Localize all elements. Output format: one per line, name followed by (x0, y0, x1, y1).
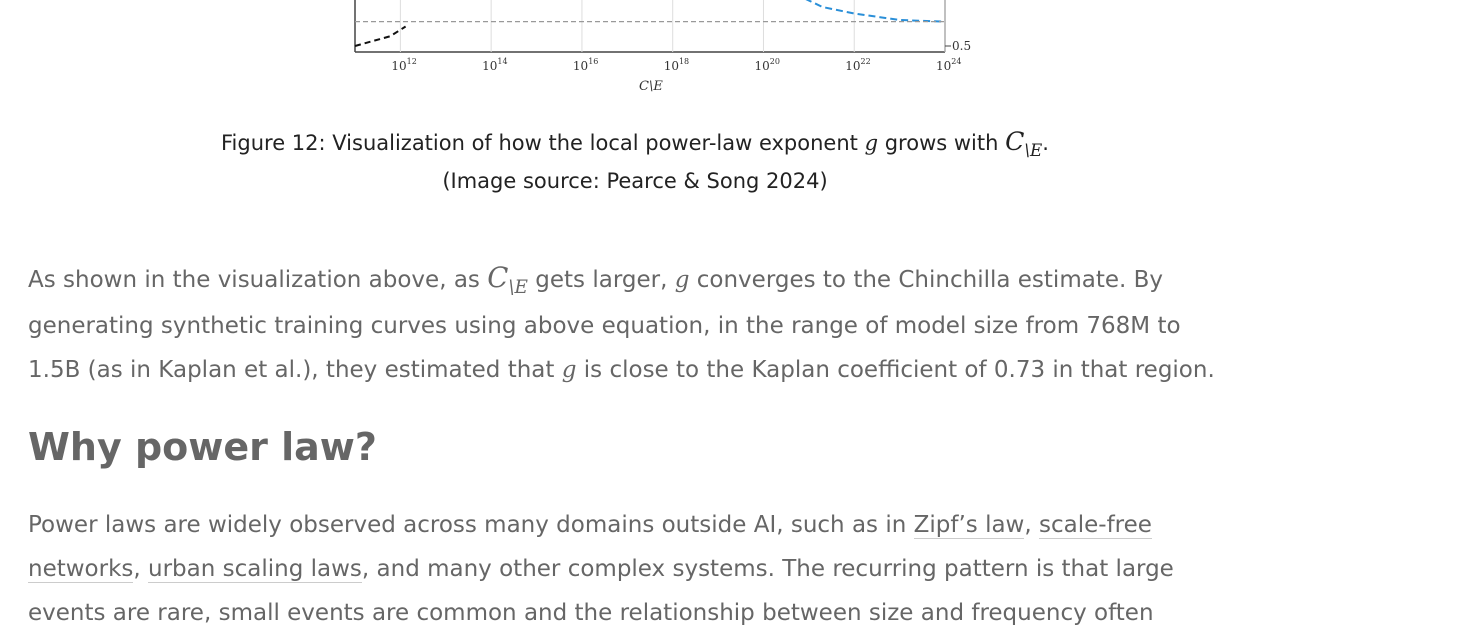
para1-text-5: 1.5B (as in Kaplan et al.), they estimated that (28, 357, 555, 383)
chart-series (355, 0, 945, 46)
para2-text-2: , and many other complex systems. The recurring pattern is that large (361, 556, 1174, 582)
para1-text-2: gets larger, (535, 267, 668, 293)
urban-scaling-laws-link[interactable]: urban scaling laws (148, 556, 362, 582)
caption-source-text: (Image source: Pearce & Song 2024) (442, 169, 828, 193)
section-heading-why-power-law: Why power law? (28, 425, 377, 469)
x-tick-label: $10^{22}$ (845, 57, 871, 73)
series-line-black-dashed (355, 27, 406, 47)
math-var-c: C (1005, 127, 1025, 156)
para2-comma: , (133, 556, 141, 582)
math-subscript-e: \E (508, 277, 528, 299)
para1-text-6: is close to the Kaplan coefficient of 0.73 in that region. (583, 357, 1215, 383)
series-line-blue-dashed (795, 0, 945, 22)
x-tick-label: $10^{20}$ (754, 57, 780, 73)
math-subscript-e: \E (1024, 139, 1043, 160)
x-tick-label: $10^{16}$ (572, 57, 599, 73)
x-tick-label: $10^{18}$ (663, 57, 690, 73)
math-var-g: g (674, 267, 690, 293)
x-tick-label: $10^{24}$ (936, 57, 962, 73)
para2-text-3: events are rare, small events are common and the relationship between size and frequency often (28, 600, 1154, 626)
figure-caption-source (0, 163, 1270, 199)
caption-text-mid: grows with (884, 131, 999, 155)
math-var-c: C (487, 261, 509, 294)
para1-text-4: generating synthetic training curves using above equation, in the range of model size from 768M to (28, 313, 1181, 339)
para2-text-1: Power laws are widely observed across many domains outside AI, such as in (28, 512, 907, 538)
right-axis-tick-label: 0.5 (952, 39, 972, 53)
figure-caption (0, 124, 1270, 162)
para2-comma: , (1024, 512, 1032, 538)
caption-text-prefix: Figure 12: Visualization of how the local power-law exponent (221, 131, 858, 155)
x-tick-label: $10^{12}$ (391, 57, 417, 73)
math-var-g: g (561, 357, 577, 383)
scale-free-networks-link-part2[interactable]: networks (28, 556, 134, 582)
paragraph-power-law-domains (28, 503, 1248, 635)
para1-text-3: converges to the Chinchilla estimate. By (696, 267, 1163, 293)
caption-period: . (1042, 131, 1049, 155)
para1-text-1: As shown in the visualization above, as (28, 267, 480, 293)
x-tick-label: $10^{14}$ (482, 57, 508, 73)
chart-gridlines (400, 0, 945, 52)
x-axis-label: C\E (639, 79, 663, 94)
math-var-g: g (864, 131, 879, 155)
chart-x-ticks (391, 57, 961, 73)
zipfs-law-link[interactable]: Zipf’s law (913, 512, 1025, 538)
scale-free-networks-link-part1[interactable]: scale-free (1039, 512, 1152, 538)
figure-12-chart (330, 0, 990, 100)
paragraph-visualization-summary (28, 256, 1248, 392)
